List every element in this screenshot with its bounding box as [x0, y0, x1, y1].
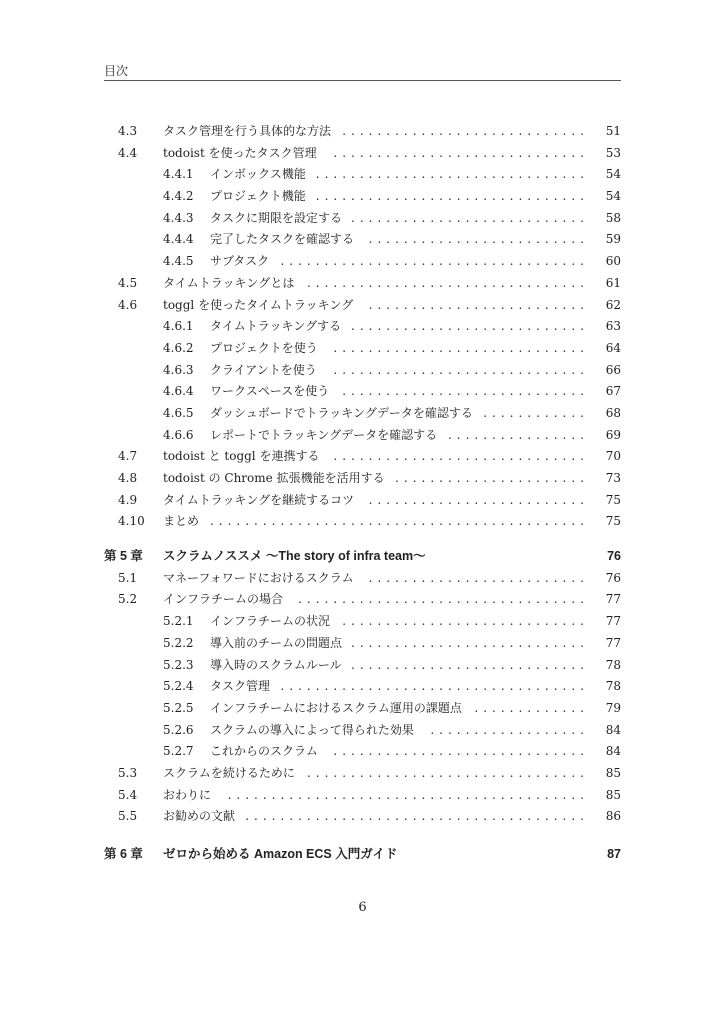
- dot-leader: ...............................: [315, 189, 589, 204]
- dot-leader: ..................: [430, 722, 589, 737]
- entry-title: ゼロから始める Amazon ECS 入門ガイド: [163, 847, 398, 861]
- dot-leader: .........................: [368, 232, 589, 247]
- entry-page: 51: [605, 124, 621, 138]
- toc-entry[interactable]: [104, 806, 621, 828]
- toc-entry[interactable]: [104, 511, 621, 533]
- entry-number: 5.2.3: [163, 657, 194, 672]
- entry-title: おわりに: [163, 787, 212, 802]
- entry-number: 4.6.2: [163, 340, 194, 355]
- entry-number: 5.1: [118, 570, 138, 585]
- entry-page: 54: [605, 167, 621, 182]
- entry-page: 75: [605, 514, 621, 529]
- toc-chapter-entry[interactable]: [104, 844, 621, 866]
- entry-number: 4.4.5: [163, 254, 194, 269]
- toc-entry[interactable]: [104, 381, 621, 403]
- entry-title: タイムトラッキングとは: [163, 275, 295, 290]
- toc-entry[interactable]: [104, 741, 621, 763]
- toc-entry[interactable]: [104, 295, 621, 317]
- entry-title: タスクに期限を設定する: [210, 210, 343, 225]
- entry-page: 62: [605, 297, 621, 312]
- entry-page: 84: [605, 744, 621, 759]
- entry-page: 76: [607, 549, 621, 564]
- toc-entry[interactable]: [104, 121, 621, 143]
- toc-chapter-entry[interactable]: [104, 546, 621, 568]
- toc-entry[interactable]: [104, 403, 621, 425]
- running-header: [104, 64, 621, 81]
- toc-entry[interactable]: [104, 589, 621, 611]
- entry-number: 5.2.5: [163, 700, 194, 715]
- dot-leader: .............................: [333, 744, 589, 759]
- entry-page: 78: [605, 657, 621, 672]
- entry-title: 完了したタスクを確認する: [210, 232, 355, 247]
- dot-leader: ...........................................: [209, 514, 589, 529]
- entry-title: スクラムの導入によって得られた効果: [210, 722, 414, 737]
- entry-number: 4.6.4: [163, 384, 194, 399]
- toc-entry[interactable]: [104, 360, 621, 382]
- entry-page: 85: [605, 787, 621, 802]
- entry-number: 4.4.1: [163, 167, 194, 182]
- entry-page: 77: [605, 592, 621, 607]
- toc-entry[interactable]: [104, 446, 621, 468]
- entry-number: 4.6: [118, 297, 138, 312]
- entry-number: 4.6.5: [163, 405, 194, 420]
- entry-number: 5.2.1: [163, 614, 194, 629]
- dot-leader: ...................................: [280, 254, 589, 269]
- entry-number: 4.5: [118, 275, 138, 290]
- page-number: 6: [358, 900, 367, 915]
- entry-title: todoist の Chrome 拡張機能を活用する: [163, 471, 385, 485]
- entry-title: インフラチームの状況: [210, 614, 331, 629]
- entry-page: 67: [605, 384, 621, 399]
- dot-leader: ...................................: [280, 679, 589, 694]
- entry-page: 60: [605, 254, 621, 269]
- toc-entry[interactable]: [104, 229, 621, 251]
- toc-entry[interactable]: [104, 698, 621, 720]
- dot-leader: ...........................: [351, 635, 589, 650]
- entry-title: これからのスクラム: [210, 744, 318, 759]
- dot-leader: ................: [447, 427, 589, 442]
- toc-entry[interactable]: [104, 143, 621, 165]
- entry-number: 4.4: [118, 145, 138, 160]
- entry-number: 5.2.2: [163, 635, 194, 650]
- entry-title: クライアントを使う: [210, 362, 317, 377]
- dot-leader: ................................: [306, 275, 589, 290]
- entry-page: 69: [605, 427, 621, 442]
- dot-leader: ...........................: [351, 210, 589, 225]
- entry-title: タイムトラッキングを継続するコツ: [163, 492, 355, 507]
- entry-page: 66: [605, 362, 621, 377]
- entry-title: レポートでトラッキングデータを確認する: [210, 427, 438, 442]
- entry-number: 5.5: [118, 809, 138, 824]
- entry-title: タスク管理を行う具体的な方法: [163, 124, 332, 138]
- entry-title: todoist と toggl を連携する: [163, 449, 320, 464]
- entry-number: 4.8: [118, 471, 138, 485]
- entry-page: 78: [605, 679, 621, 694]
- dot-leader: .......................................: [245, 809, 589, 824]
- toc-entry[interactable]: [104, 186, 621, 208]
- entry-number: 4.4.3: [163, 210, 194, 225]
- entry-page: 79: [605, 700, 621, 715]
- entry-page: 70: [605, 449, 621, 464]
- entry-number: 5.2: [118, 592, 138, 607]
- table-of-contents: [104, 121, 621, 866]
- entry-page: 53: [605, 145, 621, 160]
- dot-leader: ...........................: [351, 657, 589, 672]
- header-title: 目次: [104, 64, 129, 78]
- toc-entry[interactable]: [104, 490, 621, 512]
- dot-leader: .............................: [333, 449, 589, 464]
- entry-title: まとめ: [163, 514, 200, 529]
- entry-title: マネーフォワードにおけるスクラム: [163, 570, 354, 585]
- dot-leader: ...........................: [351, 319, 589, 334]
- entry-page: 77: [605, 635, 621, 650]
- toc-entry[interactable]: [104, 633, 621, 655]
- toc-entry[interactable]: [104, 763, 621, 785]
- entry-page: 84: [605, 722, 621, 737]
- entry-page: 73: [605, 471, 621, 485]
- toc-entry[interactable]: [104, 164, 621, 186]
- entry-title: ワークスペースを使う: [210, 384, 330, 399]
- toc-entry[interactable]: [104, 568, 621, 590]
- entry-page: 58: [605, 210, 621, 225]
- dot-leader: .........................................: [227, 787, 589, 802]
- entry-number: 4.4.4: [163, 232, 194, 247]
- entry-page: 77: [605, 614, 621, 629]
- entry-number: 5.3: [118, 765, 138, 780]
- toc-entry[interactable]: [104, 655, 621, 677]
- toc-entry[interactable]: [104, 676, 621, 698]
- toc-entry[interactable]: [104, 720, 621, 742]
- entry-number: 5.4: [118, 787, 138, 802]
- entry-number: 4.3: [118, 124, 138, 138]
- entry-title: 導入前のチームの問題点: [210, 635, 343, 650]
- entry-page: 63: [605, 319, 621, 334]
- entry-title: プロジェクトを使う: [210, 340, 318, 355]
- entry-number: 5.2.7: [163, 744, 194, 759]
- entry-number: 4.7: [118, 449, 138, 464]
- dot-leader: .........................: [368, 492, 589, 507]
- dot-leader: .........................: [368, 297, 589, 312]
- toc-entry[interactable]: [104, 611, 621, 633]
- dot-leader: .............................: [333, 340, 589, 355]
- dot-leader: ............: [483, 405, 589, 420]
- toc-entry[interactable]: [104, 785, 621, 807]
- entry-number: 第 5 章: [104, 549, 143, 564]
- entry-number: 5.2.4: [163, 679, 194, 694]
- toc-entry[interactable]: [104, 208, 621, 230]
- entry-page: 76: [605, 570, 621, 585]
- entry-title: インフラチームの場合: [163, 592, 284, 607]
- dot-leader: .............................: [333, 362, 589, 377]
- entry-page: 64: [605, 340, 621, 355]
- entry-title: プロジェクト機能: [210, 189, 306, 204]
- dot-leader: ............................: [342, 614, 589, 629]
- entry-number: 4.10: [118, 514, 145, 529]
- toc-entry[interactable]: [104, 338, 621, 360]
- entry-number: 第 6 章: [104, 847, 143, 861]
- entry-title: スクラムノススメ 〜The story of infra team〜: [163, 549, 426, 564]
- entry-title: toggl を使ったタイムトラッキング: [163, 297, 354, 312]
- entry-page: 75: [605, 492, 621, 507]
- entry-title: ダッシュボードでトラッキングデータを確認する: [210, 405, 473, 420]
- dot-leader: ............................: [342, 384, 589, 399]
- dot-leader: ............................: [342, 124, 589, 138]
- entry-page: 61: [605, 275, 621, 290]
- dot-leader: .............................: [333, 145, 589, 160]
- entry-number: 4.6.6: [163, 427, 194, 442]
- dot-leader: ......................: [395, 471, 589, 485]
- entry-title: インフラチームにおけるスクラム運用の課題点: [210, 700, 462, 715]
- entry-page: 68: [605, 405, 621, 420]
- toc-entry[interactable]: [104, 273, 621, 295]
- entry-number: 4.6.1: [163, 319, 194, 334]
- dot-leader: .............: [474, 700, 589, 715]
- dot-leader: .................................: [298, 592, 589, 607]
- entry-page: 54: [605, 189, 621, 204]
- entry-title: タイムトラッキングする: [210, 319, 342, 334]
- entry-title: サブタスク: [210, 254, 270, 269]
- entry-page: 59: [605, 232, 621, 247]
- dot-leader: ...............................: [315, 167, 589, 182]
- dot-leader: .........................: [368, 570, 589, 585]
- entry-number: 4.9: [118, 492, 138, 507]
- toc-entry[interactable]: [104, 468, 621, 490]
- entry-title: お勧めの文献: [163, 809, 236, 824]
- toc-entry[interactable]: [104, 251, 621, 273]
- entry-page: 86: [605, 809, 621, 824]
- entry-title: タスク管理: [210, 679, 271, 694]
- toc-entry[interactable]: [104, 316, 621, 338]
- toc-entry[interactable]: [104, 425, 621, 447]
- entry-page: 87: [607, 847, 621, 861]
- entry-title: 導入時のスクラムルール: [210, 657, 342, 672]
- entry-title: スクラムを続けるために: [163, 765, 295, 780]
- dot-leader: ................................: [306, 765, 589, 780]
- entry-number: 4.6.3: [163, 362, 194, 377]
- entry-title: インボックス機能: [210, 167, 306, 182]
- entry-title: todoist を使ったタスク管理: [163, 145, 317, 160]
- entry-number: 5.2.6: [163, 722, 194, 737]
- entry-page: 85: [605, 765, 621, 780]
- entry-number: 4.4.2: [163, 189, 194, 204]
